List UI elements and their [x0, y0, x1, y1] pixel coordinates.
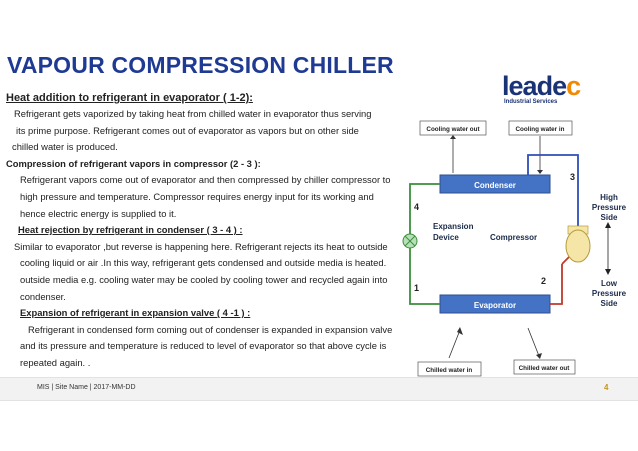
text-line: condenser.: [20, 290, 66, 302]
condenser-label: Condenser: [474, 181, 516, 190]
logo-letter: d: [536, 71, 553, 101]
text-line: high pressure and temperature. Compressor requires energy input for its working and: [20, 190, 374, 202]
leadec-logo: [502, 73, 580, 105]
text-line: Refrigerant in condensed form coming out of condenser is expanded in expansion valve: [28, 323, 393, 335]
suction-line: [562, 256, 570, 264]
low-pressure-label: Low: [601, 279, 617, 288]
text-line: and its pressure and temperature is reduced to level of evaporator so that above cycle is: [20, 340, 387, 352]
cooling-water-in-label: Cooling water in: [515, 126, 565, 133]
arrow-head: [537, 170, 543, 174]
text-line: repeated again. .: [20, 356, 91, 368]
logo-letter-accent: c: [566, 71, 581, 101]
state-point-3: 3: [570, 172, 576, 182]
cooling-water-out-label: Cooling water out: [426, 126, 480, 133]
section-heading-compressor: Compression of refrigerant vapors in compressor (2 - 3 ):: [6, 157, 261, 169]
suction-line: [550, 264, 562, 304]
text-line: Similar to evaporator ,but reverse is happening here. Refrigerant rejects its heat to outside: [14, 240, 388, 252]
arrow-head: [605, 269, 611, 275]
text-line: Refrigerant gets vaporized by taking heat from chilled water in evaporator thus serving: [14, 108, 372, 119]
low-pressure-label: Pressure: [591, 289, 627, 298]
slide-title: VAPOUR COMPRESSION CHILLER: [7, 52, 394, 78]
chilled-water-in-arrow: [449, 330, 460, 358]
arrow-head: [457, 327, 463, 335]
high-pressure-label: Side: [600, 213, 618, 222]
high-pressure-label: Pressure: [591, 203, 627, 212]
text-line: chilled water is produced.: [12, 141, 118, 153]
chilled-water-in-label: Chilled water in: [425, 367, 473, 374]
text-line: hence electric energy is supplied to it.: [20, 207, 177, 219]
arrow-head: [605, 222, 611, 228]
compressor-symbol: [566, 230, 590, 262]
logo-letter: e: [552, 71, 567, 101]
chilled-water-out-label: Chilled water out: [518, 365, 570, 372]
arrow-head: [450, 135, 456, 139]
expansion-label: Expansion: [433, 222, 474, 231]
text-line: cooling liquid or air .In this way, refrigerant gets condensed and outside media is heated.: [20, 257, 387, 269]
arrow-head: [536, 353, 542, 359]
section-heading-condenser: Heat rejection by refrigerant in condenser ( 3 - 4 ) :: [18, 224, 243, 236]
state-point-4: 4: [414, 202, 420, 212]
text-line: its prime purpose. Refrigerant comes out of evaporator as vapors but on other side: [16, 124, 359, 136]
text-line: Refrigerant vapors come out of evaporator and then compressed by chiller compressor to: [20, 174, 391, 186]
footer-text: MIS | Site Name | 2017-MM-DD: [37, 384, 136, 391]
high-pressure-label: High: [600, 193, 618, 202]
evaporator-label: Evaporator: [473, 301, 517, 310]
page-number: 4: [604, 383, 609, 392]
refrigeration-cycle-diagram: [390, 108, 630, 383]
low-pressure-label: Side: [600, 299, 618, 308]
state-point-1: 1: [414, 283, 420, 293]
chilled-water-out-arrow: [528, 328, 539, 356]
logo-wordmark: [502, 73, 580, 100]
text-line: outside media e.g. cooling water may be cooled by cooling tower and recycled again into: [20, 273, 388, 285]
logo-letter: e: [508, 71, 523, 101]
state-point-2: 2: [541, 276, 547, 286]
section-heading-evaporator: Heat addition to refrigerant in evaporator ( 1-2):: [6, 92, 253, 104]
body-text: [6, 90, 393, 372]
logo-subtitle: Industrial Services: [504, 99, 558, 105]
logo-letter: a: [522, 71, 537, 101]
device-label: Device: [433, 233, 459, 242]
compressor-label: Compressor: [490, 233, 538, 242]
section-heading-expansion: Expansion of refrigerant in expansion valve ( 4 -1 ) :: [20, 307, 251, 319]
logo-letter: l: [502, 71, 509, 101]
